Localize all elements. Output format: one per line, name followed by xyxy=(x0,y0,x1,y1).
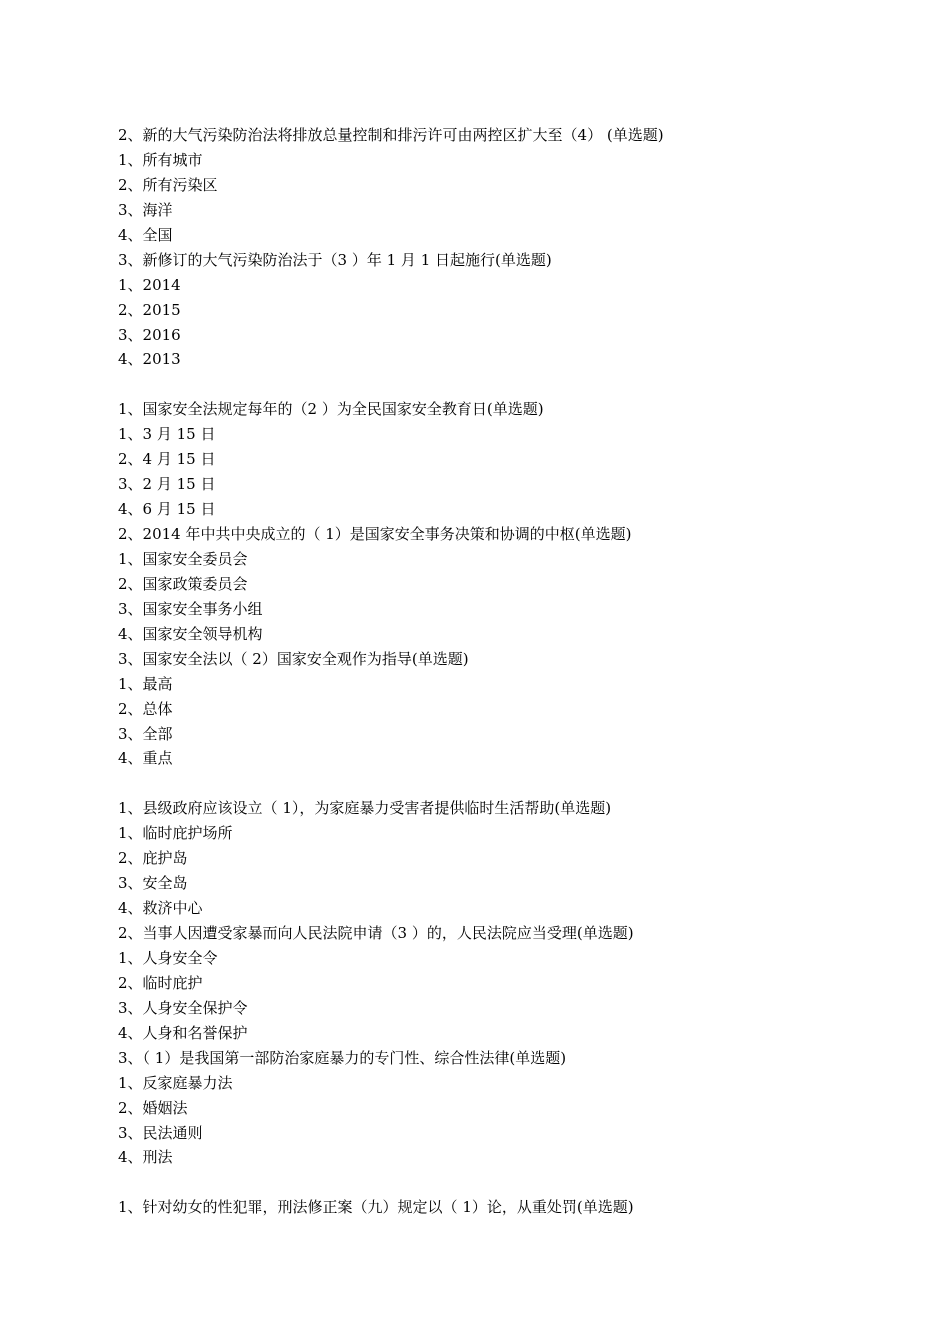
question-text: 3、新修订的大气污染防治法于（3 ）年 1 月 1 日起施行(单选题) xyxy=(118,250,552,269)
answer-option: 3、全部 xyxy=(118,724,173,743)
answer-option: 1、3 月 15 日 xyxy=(118,425,216,444)
answer-option: 4、国家安全领导机构 xyxy=(118,624,263,643)
question-text: 2、2014 年中共中央成立的（ 1）是国家安全事务决策和协调的中枢(单选题) xyxy=(118,525,632,543)
question-text: 1、国家安全法规定每年的（2 ）为全民国家安全教育日(单选题) xyxy=(118,400,544,419)
answer-option: 3、安全岛 xyxy=(118,874,188,893)
question-section xyxy=(118,397,918,771)
answer-option: 3、2 月 15 日 xyxy=(118,475,216,494)
question-text: 2、当事人因遭受家暴而向人民法院申请（3 ）的，人民法院应当受理(单选题) xyxy=(118,924,634,942)
answer-option: 2、所有污染区 xyxy=(118,175,218,194)
answer-option: 2、临时庇护 xyxy=(118,973,203,992)
section-gap xyxy=(118,771,918,796)
answer-option: 1、反家庭暴力法 xyxy=(118,1073,233,1092)
question-text: 1、针对幼女的性犯罪，刑法修正案（九）规定以（ 1）论，从重处罚(单选题) xyxy=(118,1198,634,1217)
question-text: 3、（ 1）是我国第一部防治家庭暴力的专门性、综合性法律(单选题) xyxy=(118,1048,567,1067)
answer-option: 3、人身安全保护令 xyxy=(118,998,248,1017)
answer-option: 2、国家政策委员会 xyxy=(118,574,248,593)
answer-option: 2、庇护岛 xyxy=(118,849,188,868)
answer-option: 2、总体 xyxy=(118,699,173,718)
question-section xyxy=(118,123,918,372)
answer-option: 4、全国 xyxy=(118,225,173,244)
answer-option: 1、所有城市 xyxy=(118,150,203,169)
answer-option: 1、人身安全令 xyxy=(118,948,218,967)
question-text: 1、县级政府应该设立（ 1），为家庭暴力受害者提供临时生活帮助(单选题) xyxy=(118,799,612,818)
answer-option: 4、人身和名誉保护 xyxy=(118,1023,248,1042)
answer-option: 1、2014 xyxy=(118,275,181,294)
answer-option: 4、6 月 15 日 xyxy=(118,500,216,519)
answer-option: 2、婚姻法 xyxy=(118,1098,188,1117)
document-page xyxy=(118,123,918,1220)
question-text: 2、新的大气污染防治法将排放总量控制和排污许可由两控区扩大至（4） (单选题) xyxy=(118,126,664,144)
section-gap xyxy=(118,372,918,397)
answer-option: 3、海洋 xyxy=(118,200,173,219)
answer-option: 1、国家安全委员会 xyxy=(118,549,248,568)
answer-option: 3、民法通则 xyxy=(118,1123,203,1142)
question-section xyxy=(118,796,918,1170)
answer-option: 4、重点 xyxy=(118,749,173,768)
answer-option: 4、2013 xyxy=(118,350,181,369)
answer-option: 2、2015 xyxy=(118,300,181,319)
question-section xyxy=(118,1195,918,1220)
section-gap xyxy=(118,1170,918,1195)
answer-option: 3、国家安全事务小组 xyxy=(118,599,263,618)
answer-option: 2、4 月 15 日 xyxy=(118,450,216,469)
answer-option: 4、救济中心 xyxy=(118,899,203,918)
answer-option: 1、最高 xyxy=(118,674,173,693)
answer-option: 4、刑法 xyxy=(118,1148,173,1167)
answer-option: 1、临时庇护场所 xyxy=(118,824,233,843)
question-text: 3、国家安全法以（ 2）国家安全观作为指导(单选题) xyxy=(118,649,469,668)
answer-option: 3、2016 xyxy=(118,325,181,344)
